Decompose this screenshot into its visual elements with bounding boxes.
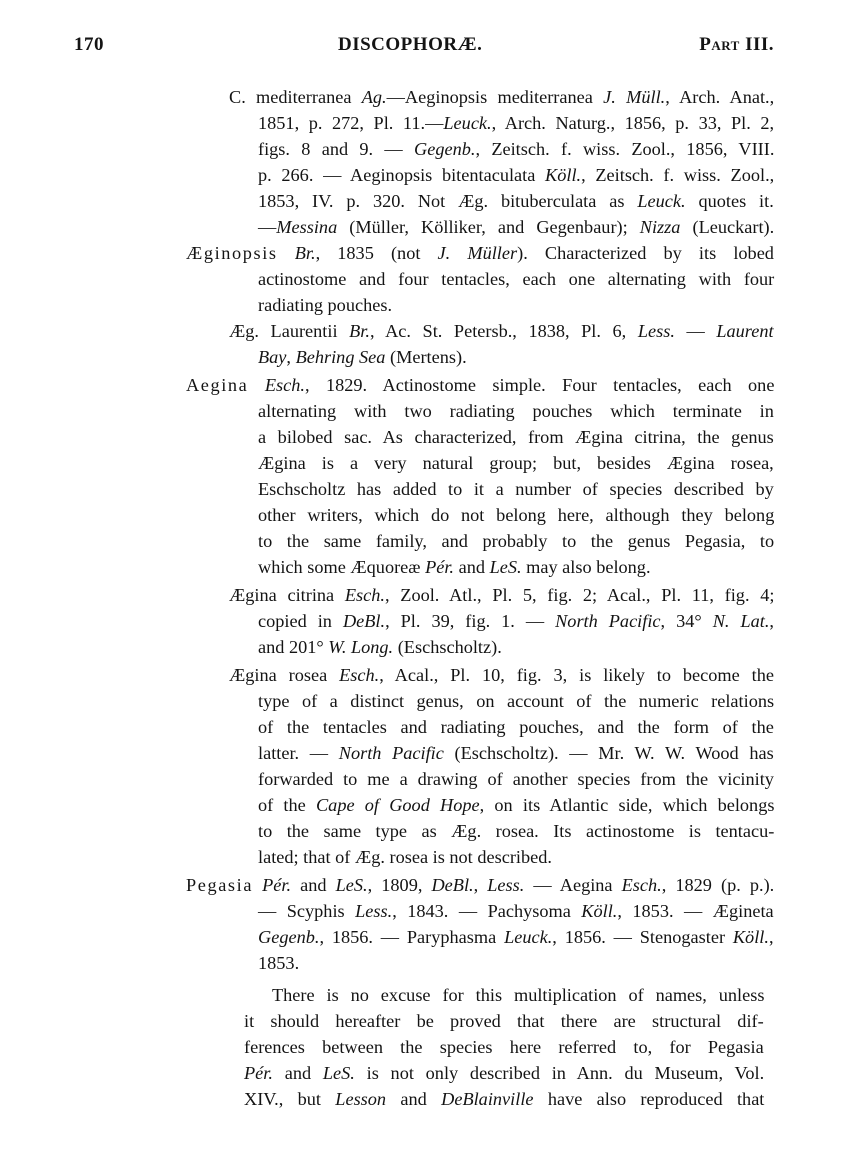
text-segment: copied in [258,611,343,631]
text-segment: , Zool. Atl., Pl. 5, fig. 2; Acal., Pl. 11, fig. 4; [384,585,775,605]
text-line [258,528,774,554]
italic-segment: Köll. [732,927,769,947]
italic-segment: N. Lat. [712,611,770,631]
text-segment: 1853. [258,953,300,973]
text-segment: , 1856. — Paryphasma [319,927,505,947]
italic-segment: Lesson [335,1089,387,1109]
part-label: Part III. [699,34,774,55]
text-segment [248,375,264,395]
text-line [244,1008,764,1034]
italic-segment: Bay [258,347,287,367]
text-segment: XIV., but [244,1089,336,1109]
text-segment: — [674,321,717,341]
text-segment: , [768,927,774,947]
text-segment: C. mediterranea [229,87,362,107]
text-segment: , 1829 (p. p.). [661,875,775,895]
italic-segment: Pér. [262,875,292,895]
text-line [258,608,774,634]
text-segment: type of a distinct genus, on account of the numeric relations [258,691,775,711]
text-segment: lated; that of Æg. rosea is not described. [258,847,552,867]
text-line [244,1060,764,1086]
text-segment: radiating pouches. [258,295,393,315]
text-segment: , Zeitsch. f. wiss. Zool., 1856, VIII. [475,139,775,159]
italic-segment: Esch. [344,585,385,605]
text-segment: — Scyphis [258,901,356,921]
italic-segment: LeS. [489,557,522,577]
text-line [258,292,392,318]
text-segment: to the same type as Æg. rosea. Its actinostome is tentacu- [258,821,775,841]
text-line [258,136,774,162]
text-line [258,450,774,476]
text-segment: other writers, which do not belong here, although they belong [258,505,775,525]
text-segment: and [291,875,336,895]
italic-segment: Gegenb. [414,139,476,159]
text-segment: quotes it. [685,191,774,211]
text-line [258,740,774,766]
italic-segment: Cape of Good Hope [315,795,480,815]
text-segment: (Leuckart). [680,217,775,237]
italic-segment: Gegenb. [258,927,320,947]
genus-name: Aegina [186,375,249,395]
italic-segment: DeBlainville [441,1089,534,1109]
text-segment: is not only described in Ann. du Museum, Vol. [354,1063,765,1083]
italic-segment: Less. [637,321,675,341]
running-title: DISCOPHORÆ. [338,34,483,55]
text-segment: , [473,875,488,895]
text-line [229,84,774,110]
text-segment: of the tentacles and radiating pouches, and the form of the [258,717,774,737]
text-segment: , [769,611,774,631]
text-segment: , 1853. — Ægineta [617,901,774,921]
text-segment: , Ac. St. Petersb., 1838, Pl. 6, [369,321,638,341]
italic-segment: Köll. [545,165,582,185]
text-segment: and [272,1063,323,1083]
italic-segment: Br. [294,243,316,263]
text-segment: (Eschscholtz). — Mr. W. W. Wood has [443,743,774,763]
italic-segment: Leuck. [443,113,492,133]
text-segment: Æg. Laurentii [229,321,350,341]
text-line [229,582,774,608]
text-line [258,476,774,502]
italic-segment: Laurent [716,321,774,341]
text-line [229,318,774,344]
text-segment: to the same family, and probably to the genus Pegasia, to [258,531,775,551]
text-segment: actinostome and four tentacles, each one alternating with four [258,269,775,289]
text-line [258,818,774,844]
italic-segment: Köll. [581,901,618,921]
text-line [186,372,774,398]
text-line [258,844,552,870]
text-segment: —Aeginopsis mediterranea [386,87,604,107]
text-line [258,554,651,580]
text-segment: a bilobed sac. As characterized, from Ægina citrina, the genus [258,427,774,447]
text-segment: , 1856. — Stenogaster [552,927,733,947]
text-line [186,872,774,898]
text-segment: , Arch. Naturg., 1856, p. 33, Pl. 2, [491,113,775,133]
text-segment: , 1843. — Pachysoma [392,901,582,921]
text-segment: , Pl. 39, fig. 1. — [385,611,556,631]
italic-segment: Esch. [264,375,305,395]
italic-segment: Ag. [361,87,387,107]
italic-segment: DeBl. [431,875,474,895]
italic-segment: DeBl. [342,611,386,631]
genus-name: Æginopsis [186,243,278,263]
italic-segment: Messina [276,217,338,237]
text-segment: , 1835 (not [315,243,438,263]
text-line [244,1086,764,1112]
italic-segment: Nizza [639,217,681,237]
text-segment: , on its Atlantic side, which belongs [479,795,775,815]
text-segment: , Arch. Anat., [665,87,775,107]
text-line [258,714,774,740]
text-segment: Ægina is a very natural group; but, besides Ægina rosea, [258,453,774,473]
text-segment: which some Æquoreæ [258,557,426,577]
text-line [258,398,774,424]
italic-segment: Pér. [244,1063,273,1083]
italic-segment: Less. [355,901,393,921]
italic-segment: Behring Sea [295,347,386,367]
text-segment [253,875,262,895]
text-segment: and 201° [258,637,329,657]
text-line [258,424,774,450]
italic-segment: Br. [349,321,370,341]
text-segment: and [386,1089,442,1109]
text-segment: may also belong. [521,557,651,577]
text-line [229,662,774,688]
text-segment: , Acal., Pl. 10, fig. 3, is likely to become the [379,665,774,685]
italic-segment: North Pacific [338,743,444,763]
italic-segment: LeS. [335,875,368,895]
text-segment: — Aegina [524,875,622,895]
text-segment: of the [258,795,316,815]
text-segment: , [286,347,296,367]
text-segment: latter. — [258,743,339,763]
text-segment [278,243,295,263]
text-line [258,950,299,976]
text-segment: 1853, IV. p. 320. Not Æg. bituberculata as [258,191,638,211]
italic-segment: Leuck. [504,927,553,947]
text-segment: have also reproduced that [533,1089,765,1109]
text-segment: ferences between the species here referred to, for Pegasia [244,1037,764,1057]
text-line [186,240,774,266]
text-segment: ). Characterized by its lobed [517,243,774,263]
text-line [258,214,774,240]
text-segment: , 34° [660,611,713,631]
text-segment: , 1829. Actinostome simple. Four tentacles, each one [304,375,775,395]
text-line [258,634,502,660]
text-line [258,924,774,950]
text-line [258,344,467,370]
italic-segment: W. Long. [328,637,394,657]
italic-segment: Less. [487,875,525,895]
text-line [258,162,774,188]
text-segment: p. 266. — Aeginopsis bitentaculata [258,165,546,185]
text-segment: it should hereafter be proved that there are structural dif- [244,1011,764,1031]
text-segment: — [258,217,277,237]
page-header [74,34,774,58]
text-line [258,688,774,714]
text-segment: 1851, p. 272, Pl. 11.— [258,113,444,133]
text-segment: (Müller, Kölliker, and Gegenbaur); [337,217,640,237]
text-segment: Ægina citrina [229,585,345,605]
text-segment: (Eschscholtz). [393,637,502,657]
italic-segment: LeS. [322,1063,355,1083]
text-segment: , 1809, [367,875,432,895]
italic-segment: J. Müll. [603,87,666,107]
text-line [258,188,774,214]
italic-segment: Leuck. [637,191,686,211]
text-segment: and [454,557,490,577]
text-segment: forwarded to me a drawing of another species from the vicinity [258,769,774,789]
text-segment: (Mertens). [385,347,467,367]
text-segment: figs. 8 and 9. — [258,139,415,159]
italic-segment: Esch. [339,665,380,685]
text-line [258,766,774,792]
text-line [258,502,774,528]
text-line [258,266,774,292]
italic-segment: North Pacific [555,611,661,631]
genus-name: Pegasia [186,875,254,895]
text-line [272,982,764,1008]
text-segment: alternating with two radiating pouches which terminate in [258,401,774,421]
italic-segment: J. Müller [437,243,518,263]
page-number: 170 [74,34,104,55]
text-segment: Ægina rosea [229,665,340,685]
italic-segment: Pér. [425,557,455,577]
text-segment: There is no excuse for this multiplication of names, unless [272,985,765,1005]
text-line [258,110,774,136]
text-segment: , Zeitsch. f. wiss. Zool., [581,165,775,185]
italic-segment: Esch. [621,875,662,895]
text-segment: Eschscholtz has added to it a number of species described by [258,479,774,499]
text-line [244,1034,764,1060]
text-line [258,898,774,924]
text-line [258,792,774,818]
